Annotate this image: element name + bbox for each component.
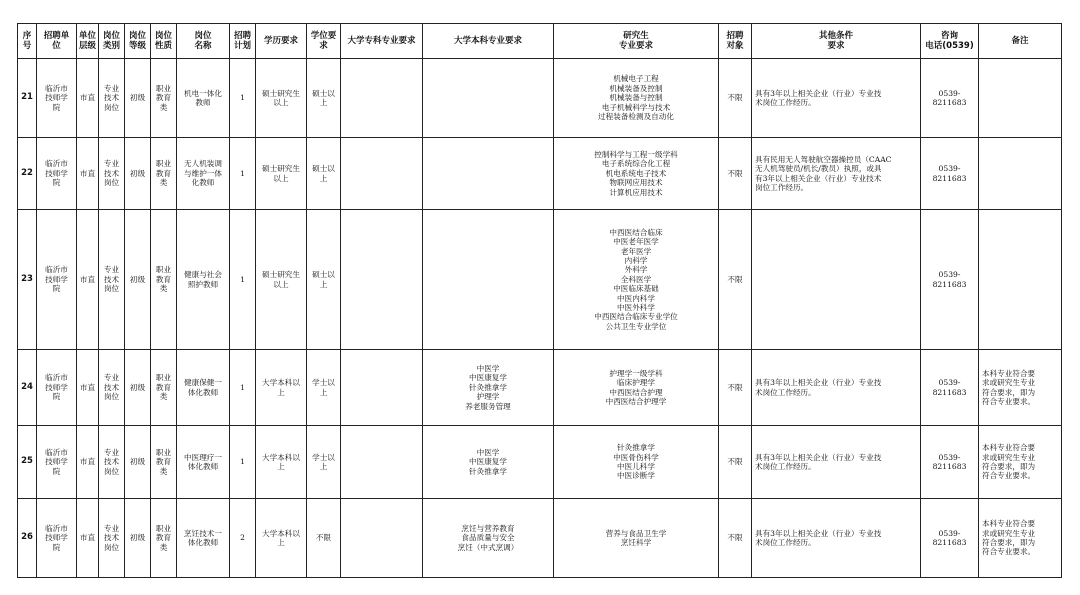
major-item: 中医康复学 <box>469 457 507 467</box>
header-phone: 咨询 电话(0539) <box>921 24 979 59</box>
header-plan: 招聘 计划 <box>230 24 256 59</box>
major-item: 内科学 <box>624 255 648 265</box>
major-item: 针灸推拿学 <box>469 466 507 476</box>
degree-cell: 学士以 上 <box>307 350 341 426</box>
nature-cell: 职业 教育 类 <box>151 350 177 426</box>
major-item: 机械装备及控制 <box>609 83 663 93</box>
nature-cell: 职业 教育 类 <box>151 138 177 210</box>
row-number-cell: 21 <box>18 59 37 138</box>
grade-cell: 初级 <box>125 499 151 578</box>
major-item: 电子机械科学与技术 <box>601 102 671 112</box>
degree-cell: 不限 <box>307 499 341 578</box>
plan-cell: 1 <box>230 350 256 426</box>
level-cell: 市直 <box>77 499 99 578</box>
grade-cell: 初级 <box>125 350 151 426</box>
header-nature: 岗位 性质 <box>151 24 177 59</box>
table-row <box>18 499 1062 578</box>
target-cell: 不限 <box>719 210 752 350</box>
bachelor-major-cell <box>423 426 554 499</box>
remark-cell <box>979 210 1062 350</box>
plan-cell: 2 <box>230 499 256 578</box>
position-cell: 健康保健一 体化教师 <box>177 350 230 426</box>
major-item: 中医外科学 <box>617 303 655 313</box>
major-item: 护理学一级学科 <box>609 368 663 378</box>
header-remark: 备注 <box>979 24 1062 59</box>
unit-cell: 临沂市 技师学 院 <box>37 59 77 138</box>
major-item: 中医骨伤科学 <box>613 452 659 462</box>
category-cell: 专业 技术 岗位 <box>99 138 125 210</box>
level-cell: 市直 <box>77 350 99 426</box>
category-cell: 专业 技术 岗位 <box>99 499 125 578</box>
bachelor-major-cell <box>423 499 554 578</box>
bachelor-major-cell <box>423 350 554 426</box>
degree-cell: 硕士以 上 <box>307 138 341 210</box>
major-item: 全科医学 <box>620 274 652 284</box>
grade-cell: 初级 <box>125 210 151 350</box>
degree-cell: 硕士以 上 <box>307 210 341 350</box>
major-item: 机械电子工程 <box>613 74 659 84</box>
major-item: 食品质量与安全 <box>461 533 515 543</box>
target-cell: 不限 <box>719 138 752 210</box>
row-number-cell: 25 <box>18 426 37 499</box>
major-item: 中医康复学 <box>469 373 507 383</box>
nature-cell: 职业 教育 类 <box>151 210 177 350</box>
grade-cell: 初级 <box>125 59 151 138</box>
header-college-major: 大学专科专业要求 <box>341 24 423 59</box>
major-item: 机械装备与控制 <box>609 93 663 103</box>
major-item: 烹饪科学 <box>620 538 652 547</box>
college-major-cell <box>341 426 423 499</box>
header-degree: 学位要 求 <box>307 24 341 59</box>
target-cell: 不限 <box>719 499 752 578</box>
college-major-cell <box>341 138 423 210</box>
major-item: 针灸推拿学 <box>469 382 507 392</box>
unit-cell: 临沂市 技师学 院 <box>37 210 77 350</box>
header-education: 学历要求 <box>256 24 307 59</box>
college-major-cell <box>341 210 423 350</box>
row-number-cell: 23 <box>18 210 37 350</box>
unit-cell: 临沂市 技师学 院 <box>37 138 77 210</box>
bachelor-major-cell <box>423 210 554 350</box>
graduate-major-cell <box>554 426 719 499</box>
major-item: 中西医结合护理 <box>609 387 663 397</box>
major-item: 营养与食品卫生学 <box>605 528 667 538</box>
category-cell: 专业 技术 岗位 <box>99 350 125 426</box>
plan-cell: 1 <box>230 210 256 350</box>
level-cell: 市直 <box>77 59 99 138</box>
other-requirements-cell: 具有3年以上相关企业（行业）专业技 术岗位工作经历。 <box>752 426 921 499</box>
major-item: 老年医学 <box>620 246 652 256</box>
other-requirements-cell: 具有3年以上相关企业（行业）专业技 术岗位工作经历。 <box>752 350 921 426</box>
header-level: 单位 层级 <box>77 24 99 59</box>
other-requirements-cell: 具有3年以上相关企业（行业）专业技 术岗位工作经历。 <box>752 59 921 138</box>
level-cell: 市直 <box>77 426 99 499</box>
college-major-cell <box>341 59 423 138</box>
recruitment-table-sheet <box>17 23 1062 578</box>
category-cell: 专业 技术 岗位 <box>99 59 125 138</box>
major-item: 中西医结合临床专业学位 <box>594 312 678 322</box>
other-requirements-cell: 具有民用无人驾驶航空器操控员（CAAC 无人机驾驶员/机长/教员）执照，或具 有3年以上相关企业（行业）专业技术 岗位工作经历。 <box>752 138 921 210</box>
target-cell: 不限 <box>719 350 752 426</box>
row-number-cell: 26 <box>18 499 37 578</box>
header-no: 序 号 <box>18 24 37 59</box>
major-item: 中西医结合临床 <box>609 227 663 237</box>
header-graduate-major: 研究生 专业要求 <box>554 24 719 59</box>
college-major-cell <box>341 499 423 578</box>
plan-cell: 1 <box>230 59 256 138</box>
major-item: 烹饪（中式烹调） <box>457 542 519 552</box>
graduate-major-cell <box>554 210 719 350</box>
major-item: 电子系统综合化工程 <box>601 159 671 169</box>
major-item: 养老服务管理 <box>465 401 511 411</box>
bachelor-major-cell <box>423 138 554 210</box>
plan-cell: 1 <box>230 426 256 499</box>
plan-cell: 1 <box>230 138 256 210</box>
header-bachelor-major: 大学本科专业要求 <box>423 24 554 59</box>
header-other-requirements: 其他条件 要求 <box>752 24 921 59</box>
education-cell: 硕士研究生 以上 <box>256 59 307 138</box>
category-cell: 专业 技术 岗位 <box>99 210 125 350</box>
graduate-major-cell <box>554 59 719 138</box>
table-row <box>18 210 1062 350</box>
major-item: 中医学 <box>476 447 500 457</box>
header-target: 招聘 对象 <box>719 24 752 59</box>
grade-cell: 初级 <box>125 138 151 210</box>
header-unit: 招聘单 位 <box>37 24 77 59</box>
position-cell: 中医理疗一 体化教师 <box>177 426 230 499</box>
target-cell: 不限 <box>719 59 752 138</box>
major-item: 机电系统电子技术 <box>605 168 667 178</box>
education-cell: 大学本科以 上 <box>256 426 307 499</box>
nature-cell: 职业 教育 类 <box>151 426 177 499</box>
phone-cell: 0539- 8211683 <box>921 426 979 499</box>
education-cell: 大学本科以 上 <box>256 499 307 578</box>
major-item: 物联网应用技术 <box>609 178 663 188</box>
phone-cell: 0539- 8211683 <box>921 210 979 350</box>
major-item: 中医儿科学 <box>617 462 655 471</box>
bachelor-major-cell <box>423 59 554 138</box>
table-row <box>18 59 1062 138</box>
phone-cell: 0539- 8211683 <box>921 499 979 578</box>
major-item: 中西医结合护理学 <box>605 396 667 406</box>
position-cell: 机电一体化 教师 <box>177 59 230 138</box>
major-item: 外科学 <box>624 265 648 275</box>
position-cell: 无人机装调 与维护一体 化教师 <box>177 138 230 210</box>
major-item: 中医诊断学 <box>617 471 655 481</box>
major-item: 护理学 <box>476 392 500 402</box>
major-item: 公共卫生专业学位 <box>605 321 667 331</box>
table-row <box>18 426 1062 499</box>
major-item: 计算机应用技术 <box>609 187 663 197</box>
phone-cell: 0539- 8211683 <box>921 59 979 138</box>
remark-cell <box>979 138 1062 210</box>
unit-cell: 临沂市 技师学 院 <box>37 350 77 426</box>
degree-cell: 学士以 上 <box>307 426 341 499</box>
table-row <box>18 138 1062 210</box>
level-cell: 市直 <box>77 138 99 210</box>
nature-cell: 职业 教育 类 <box>151 499 177 578</box>
unit-cell: 临沂市 技师学 院 <box>37 426 77 499</box>
position-cell: 烹饪技术一 体化教师 <box>177 499 230 578</box>
recruitment-table <box>17 23 1062 578</box>
remark-cell: 本科专业符合要 求或研究生专业 符合要求，即为 符合专业要求。 <box>979 499 1062 578</box>
table-row <box>18 350 1062 426</box>
graduate-major-cell <box>554 350 719 426</box>
unit-cell: 临沂市 技师学 院 <box>37 499 77 578</box>
position-cell: 健康与社会 照护教师 <box>177 210 230 350</box>
grade-cell: 初级 <box>125 426 151 499</box>
row-number-cell: 24 <box>18 350 37 426</box>
other-requirements-cell: 具有3年以上相关企业（行业）专业技 术岗位工作经历。 <box>752 499 921 578</box>
phone-cell: 0539- 8211683 <box>921 138 979 210</box>
college-major-cell <box>341 350 423 426</box>
major-item: 控制科学与工程一级学科 <box>594 149 678 159</box>
education-cell: 硕士研究生 以上 <box>256 138 307 210</box>
target-cell: 不限 <box>719 426 752 499</box>
major-item: 过程装备检测及自动化 <box>598 112 674 122</box>
remark-cell <box>979 59 1062 138</box>
degree-cell: 硕士以 上 <box>307 59 341 138</box>
phone-cell: 0539- 8211683 <box>921 350 979 426</box>
header-grade: 岗位 等级 <box>125 24 151 59</box>
education-cell: 大学本科以 上 <box>256 350 307 426</box>
header-category: 岗位 类别 <box>99 24 125 59</box>
header-row <box>18 24 1062 59</box>
major-item: 中医学 <box>476 363 500 373</box>
remark-cell: 本科专业符合要 求或研究生专业 符合要求，即为 符合专业要求。 <box>979 350 1062 426</box>
major-item: 烹饪与营养教育 <box>461 523 515 533</box>
other-requirements-cell <box>752 210 921 350</box>
major-item: 临床护理学 <box>617 378 655 388</box>
major-item: 中医临床基础 <box>613 284 659 294</box>
graduate-major-cell <box>554 138 719 210</box>
header-position: 岗位 名称 <box>177 24 230 59</box>
graduate-major-cell <box>554 499 719 578</box>
major-item: 中医内科学 <box>617 293 655 303</box>
education-cell: 硕士研究生 以上 <box>256 210 307 350</box>
major-item: 中医老年医学 <box>613 237 659 247</box>
category-cell: 专业 技术 岗位 <box>99 426 125 499</box>
row-number-cell: 22 <box>18 138 37 210</box>
nature-cell: 职业 教育 类 <box>151 59 177 138</box>
remark-cell: 本科专业符合要 求或研究生专业 符合要求，即为 符合专业要求。 <box>979 426 1062 499</box>
level-cell: 市直 <box>77 210 99 350</box>
major-item: 针灸推拿学 <box>617 443 655 453</box>
